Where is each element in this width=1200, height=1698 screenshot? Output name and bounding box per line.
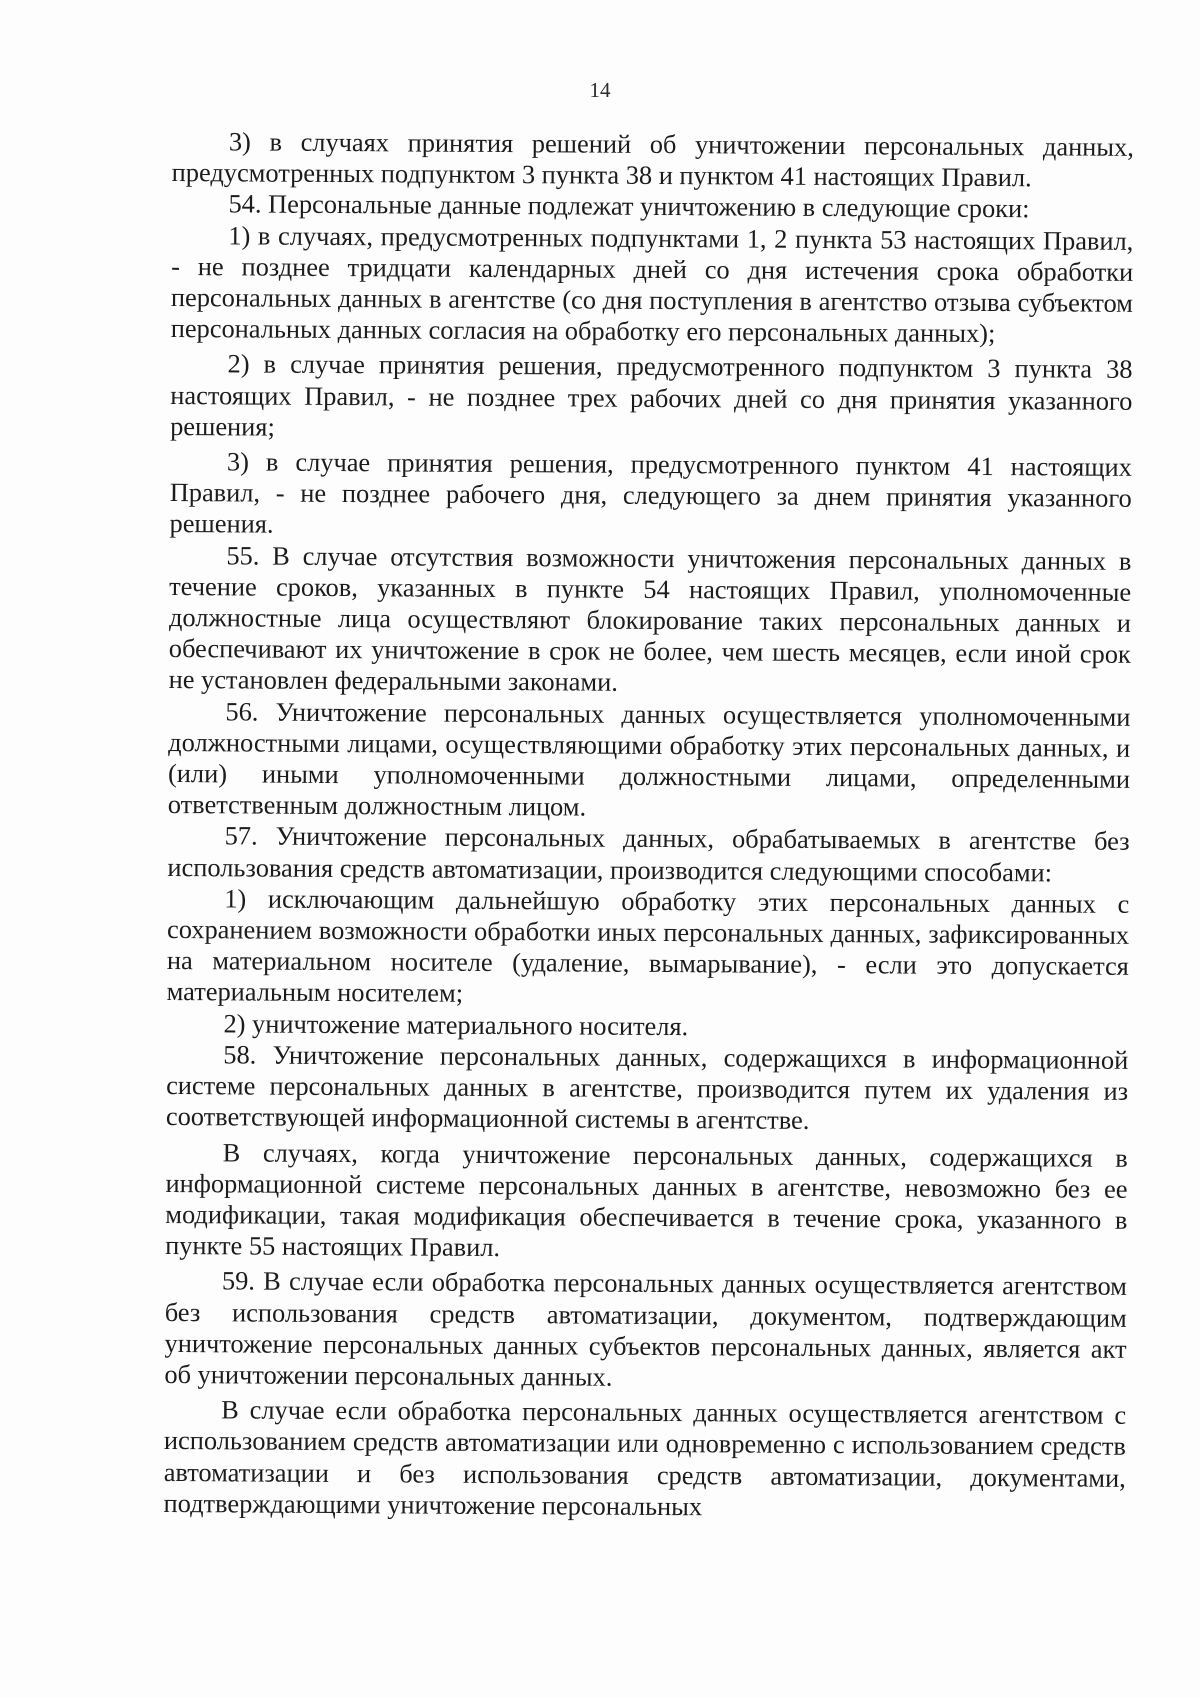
paragraph-54-item-2: 2) в случае принятия решения, предусмотренного подпунктом 3 пункта 38 настоящих Правил, - не позднее трех рабочих дней со дня принятия указанного решения; xyxy=(170,348,1133,442)
paragraph-57: 57. Уничтожение персональных данных, обрабатываемых в агентстве без использования средств автоматизации, производится следующими способами: xyxy=(167,820,1130,888)
page-number: 14 xyxy=(589,78,611,102)
paragraph-58: 58. Уничтожение персональных данных, содержащихся в информационной системе персональных данных в агентстве, производится путем их удаления из соответствующей информационной системы в агентстве. xyxy=(165,1039,1129,1136)
paragraph-54: 54. Персональные данные подлежат уничтожению в следующие сроки: xyxy=(228,188,1030,224)
paragraph-57-item-1: 1) исключающим дальнейшую обработку этих персональных данных с сохранением возможности обработки иных персональных данных, зафиксированных на материальном носителе (удаление, вымарывание), - если это допускается материальным носителем; xyxy=(166,883,1130,1009)
paragraph-58-part-2: В случаях, когда уничтожение персональных данных, содержащихся в информационной системе персональных данных в агентстве, невозможно без ее модификации, такая модификация обеспечивается в течение срока, указанного в пункте 55 настоящих Правил. xyxy=(165,1136,1128,1263)
paragraph-57-item-2: 2) уничтожение материального носителя. xyxy=(223,1008,689,1041)
paragraph-54-item-3: 3) в случае принятия решения, предусмотренного пунктом 41 настоящих Правил, - не позднее рабочего дня, следующего за днем принятия указанного решения. xyxy=(169,446,1133,540)
paragraph-56: 56. Уничтожение персональных данных осуществляется уполномоченными должностными лицами, осуществляющими обработку этих персональных данных, и (или) иными уполномоченными должностными лицами, определенными ответственным должностным лицом. xyxy=(167,695,1131,822)
paragraph-53-item-3: 3) в случаях принятия решений об уничтожении персональных данных, предусмотренных подпунктом 3 пункта 38 и пунктом 41 настоящих Правил. xyxy=(171,126,1134,193)
document-body xyxy=(163,126,1133,1525)
paragraph-55: 55. В случае отсутствия возможности уничтожения персональных данных в течение сроков, указанных в пункте 54 настоящих Правил, уполномоченные должностные лица осуществляют блокирование таких персональных данных и обеспечивают их уничтожение в срок не более, чем шесть месяцев, если иной срок не установлен федеральными законами. xyxy=(168,539,1132,698)
paragraph-59-part-2: В случае если обработка персональных данных осуществляется агентством с использованием средств автоматизации или одновременно с использованием средств автоматизации и без использования средств автоматизации, документами, подтверждающими уничтожение персональных xyxy=(163,1394,1127,1521)
paragraph-54-item-1: 1) в случаях, предусмотренных подпунктами 1, 2 пункта 53 настоящих Правил, - не позднее тридцати календарных дней со дня истечения срока обработки персональных данных в агентстве (со дня поступления в агентство отзыва субъектом персональных данных согласия на обработку его персональных данных); xyxy=(170,219,1134,349)
paragraph-59: 59. В случае если обработка персональных данных осуществляется агентством без использования средств автоматизации, документом, подтверждающим уничтожение персональных данных субъектов персональных данных, является акт об уничтожении персональных данных. xyxy=(164,1265,1128,1392)
